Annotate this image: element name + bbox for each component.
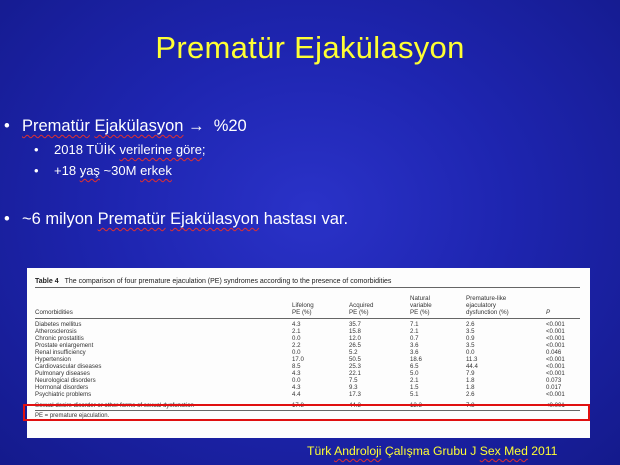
table-cell-value: 12.3 [410,402,422,409]
table-cell-value: <0.001 [546,328,565,335]
table-cell-value: 12.0 [349,335,361,342]
table-cell-value: 4.4 [292,391,301,398]
table-cell-value: 3.6 [410,342,419,349]
table-cell-value: 17.3 [349,391,361,398]
header-natural-variable: Natural variable PE (%) [410,295,432,316]
table-cell-value: 26.5 [349,342,361,349]
table-cell-value: <0.001 [546,391,565,398]
patient-count: ~6 milyon [22,210,94,228]
table-row [35,328,580,335]
table-cell-value: 7.9 [466,370,475,377]
table-row [35,349,580,356]
source-suffix: ; [201,142,206,157]
table-cell-value: 11.3 [466,356,478,363]
table-cell-value: <0.001 [546,321,565,328]
table-cell-value: 0.9 [466,335,475,342]
source-prefix: 2018 TÜİK [54,142,116,157]
table-cell-value: 2.1 [410,377,419,384]
citation: Türk Androloji Çalışma Grubu J Sex Med 2011 [307,444,558,458]
table-cell-value: <0.001 [546,356,565,363]
table-row [35,391,580,398]
table-cell-value: 3.6 [410,349,419,356]
table-cell-value: 2.2 [292,342,301,349]
table-cell-value: 50.5 [349,356,361,363]
word-yas: yaş [79,163,100,178]
table-cell-value: 0.0 [292,377,301,384]
bullet-marker: • [4,210,10,228]
table-cell-value: <0.001 [546,363,565,370]
table-cell-value: 44.3 [349,402,361,409]
table-cell-value: 1.8 [466,384,475,391]
table-cell-label: Pulmonary diseases [35,370,90,377]
table-cell-value: 2.1 [410,328,419,335]
population-count: ~30M [103,163,137,178]
table-footnote: PE = premature ejaculation. [35,413,110,419]
table-cell-value: 7.1 [410,321,419,328]
table-cell-label: Renal insufficiency [35,349,86,356]
table-cell-value: 4.3 [292,384,301,391]
table-row [35,342,580,349]
table-cell-value: 7.8 [466,402,475,409]
table-cell-value: 2.6 [466,391,475,398]
patient-suffix: hastası var. [263,210,349,228]
table-cell-label: Chronic prostatitis [35,335,84,342]
table-caption-text: The comparison of four premature ejaculation (PE) syndromes according to the presence of comorbidities [64,278,392,285]
table-cell-value: 25.3 [349,363,361,370]
table-cell-label: Neurological disorders [35,377,96,384]
table-cell-value: <0.001 [546,370,565,377]
table-cell-value: 9.3 [349,384,358,391]
bullet-marker: • [4,117,10,135]
table-cell-value: <0.001 [546,402,565,409]
prevalence-value: %20 [213,117,247,135]
table-cell-label: Hormonal disorders [35,384,89,391]
table-cell-value: 17.0 [292,356,304,363]
header-acquired: Acquired PE (%) [349,302,374,316]
table-cell-value: 4.3 [292,321,301,328]
table-row [35,321,580,328]
table-cell-value: 6.5 [410,363,419,370]
table-cell-value: 5.0 [410,370,419,377]
table-cell-value: 0.017 [546,384,562,391]
table-cell-label: Prostate enlargement [35,342,94,349]
table-header-rule [35,318,580,319]
table-cell-label: Sexual desire disorder or other forms of sexual dysfunction [35,402,194,409]
table-cell-value: 0.7 [410,335,419,342]
slide-title: Prematür Ejakülasyon [155,30,465,65]
table-cell-value: <0.001 [546,335,565,342]
table-cell-value: 0.073 [546,377,562,384]
sub-bullet-source [34,142,206,157]
table-cell-value: 3.5 [466,342,475,349]
term-prematur: Prematür [22,117,90,135]
table-row [35,363,580,370]
table-cell-label: Hypertension [35,356,71,363]
bullet-patient-count [4,210,348,229]
term-prematur: Prematür [97,210,166,228]
table-number: Table 4 [35,278,59,285]
term-ejakulasyon: Ejakülasyon [170,210,260,228]
table-cell-value: 2.1 [292,328,301,335]
table-caption [35,278,391,285]
table-row [35,377,580,384]
arrow-icon: → [188,117,205,135]
table-top-rule [35,287,580,288]
header-premature-like: Premature-like ejaculatory dysfunction (%) [466,295,509,316]
table-cell-label: Diabetes mellitus [35,321,82,328]
table-cell-value: 22.1 [349,370,361,377]
word-erkek: erkek [140,163,172,178]
table-cell-value: 5.1 [410,391,419,398]
highlight-box [23,404,590,421]
header-p-value: P [546,309,551,316]
table-row [35,335,580,342]
table-cell-value: 15.8 [349,328,361,335]
table-cell-value: 0.0 [292,349,301,356]
table-row [35,384,580,391]
table-row [35,370,580,377]
source-underlined: verilerine göre [119,142,202,157]
table-cell-value: <0.001 [546,342,565,349]
table-cell-label: Atherosclerosis [35,328,77,335]
table-cell-value: 44.4 [466,363,478,370]
table-cell-value: 0.0 [292,335,301,342]
bullet-prevalence [4,117,247,136]
term-ejakulasyon: Ejakülasyon [94,117,184,135]
sub-bullet-population [34,163,172,178]
bullet-marker: • [34,163,39,178]
header-lifelong: Lifelong PE (%) [292,302,314,316]
table-cell-label: Cardiovascular diseases [35,363,102,370]
table-cell-value: 1.5 [410,384,419,391]
table-cell-value: 7.5 [349,377,358,384]
table-cell-value: 5.2 [349,349,358,356]
table-cell-value: 0.0 [466,349,475,356]
table-cell-value: 2.6 [466,321,475,328]
table-cell-value: 17.8 [292,402,304,409]
table-cell-value: 3.5 [466,328,475,335]
age-prefix: +18 [54,163,77,178]
header-comorbidities: Comorbidities [35,309,73,316]
table-cell-value: 18.6 [410,356,422,363]
table-cell-value: 1.8 [466,377,475,384]
table-row [35,356,580,363]
table-cell-value: 4.3 [292,370,301,377]
table-cell-value: 8.5 [292,363,301,370]
bullet-marker: • [34,142,39,157]
table-cell-value: 35.7 [349,321,361,328]
table-cell-label: Psychiatric problems [35,391,92,398]
table-cell-value: 0.046 [546,349,562,356]
